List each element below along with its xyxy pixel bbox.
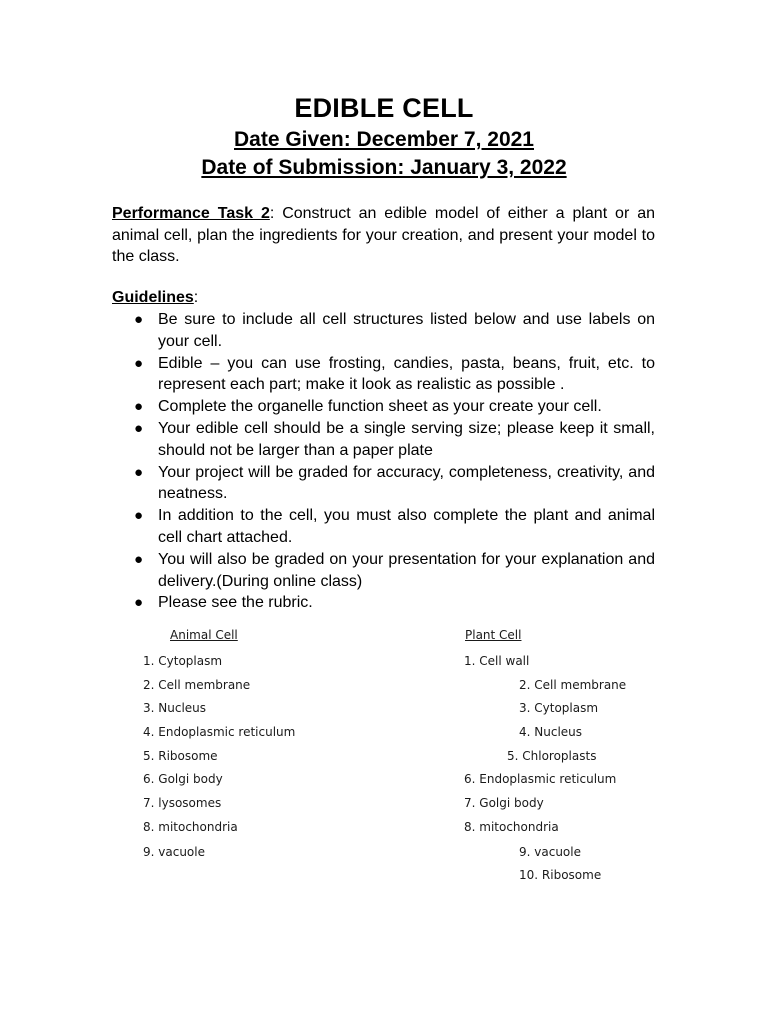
guideline-item [112, 418, 655, 462]
plant-cell-item: 4. Nucleus [519, 725, 583, 739]
plant-cell-item: 5. Chloroplasts [507, 749, 597, 763]
guidelines-label: Guidelines [112, 289, 194, 306]
plant-cell-item: 3. Cytoplasm [519, 701, 599, 715]
performance-task-paragraph [112, 203, 655, 268]
guideline-item [112, 353, 655, 397]
guideline-text: Edible – you can use frosting, candies, pasta, beans, fruit, etc. to represent each part; make it look as realistic as possible . [158, 354, 655, 394]
guideline-text: You will also be graded on your presentation for your explanation and delivery.(During online class) [158, 550, 655, 590]
plant-cell-item: 10. Ribosome [519, 868, 602, 882]
date-of-submission: Date of Submission: January 3, 2022 [201, 156, 567, 179]
document-title: EDIBLE CELL [294, 93, 474, 123]
guideline-item [112, 549, 655, 593]
guidelines-colon: : [193, 289, 199, 306]
guideline-item [112, 592, 655, 614]
bullet-icon: ● [134, 507, 144, 525]
plant-cell-item: 1. Cell wall [464, 654, 530, 668]
bullet-icon: ● [134, 311, 144, 328]
performance-task-label: Performance Task 2 [112, 205, 270, 222]
bullet-icon: ● [134, 550, 144, 568]
bullet-icon: ● [134, 419, 144, 437]
plant-cell-item: 2. Cell membrane [519, 678, 627, 692]
animal-cell-item: 7. lysosomes [143, 796, 222, 810]
animal-cell-heading: Animal Cell [170, 628, 238, 642]
animal-cell-item: 4. Endoplasmic reticulum [143, 725, 296, 739]
guideline-item [112, 396, 655, 418]
animal-cell-item: 1. Cytoplasm [143, 654, 223, 668]
guideline-item [112, 505, 655, 549]
guidelines-list [112, 309, 655, 614]
plant-cell-item: 7. Golgi body [464, 796, 544, 810]
guideline-text: Complete the organelle function sheet as your create your cell. [158, 398, 602, 416]
guideline-item [112, 462, 655, 506]
bullet-icon: ● [134, 594, 144, 612]
animal-cell-item: 6. Golgi body [143, 772, 223, 786]
guideline-item [112, 309, 655, 353]
animal-cell-item: 3. Nucleus [143, 701, 207, 715]
guidelines-heading [112, 287, 198, 309]
performance-task-text: : Construct an edible model of either a plant or an animal cell, plan the ingredients for your creation, and present your model to the class. [112, 205, 655, 265]
plant-cell-heading: Plant Cell [465, 628, 522, 642]
animal-cell-item: 2. Cell membrane [143, 678, 251, 692]
plant-cell-item: 9. vacuole [519, 845, 581, 859]
animal-cell-item: 5. Ribosome [143, 749, 218, 763]
guideline-text: Please see the rubric. [158, 594, 313, 612]
guideline-text: Be sure to include all cell structures listed below and use labels on your cell. [158, 311, 655, 350]
bullet-icon: ● [134, 463, 144, 481]
plant-cell-item: 6. Endoplasmic reticulum [464, 772, 617, 786]
guideline-text: Your edible cell should be a single serving size; please keep it small, should not be larger than a paper plate [158, 419, 655, 459]
guideline-text: Your project will be graded for accuracy, completeness, creativity, and neatness. [158, 463, 655, 503]
bullet-icon: ● [134, 354, 144, 372]
animal-cell-item: 9. vacuole [143, 845, 205, 859]
guideline-text: In addition to the cell, you must also complete the plant and animal cell chart attached. [158, 507, 655, 546]
bullet-icon: ● [134, 398, 144, 416]
animal-cell-item: 8. mitochondria [143, 820, 238, 834]
date-given: Date Given: December 7, 2021 [234, 128, 534, 151]
plant-cell-item: 8. mitochondria [464, 820, 559, 834]
